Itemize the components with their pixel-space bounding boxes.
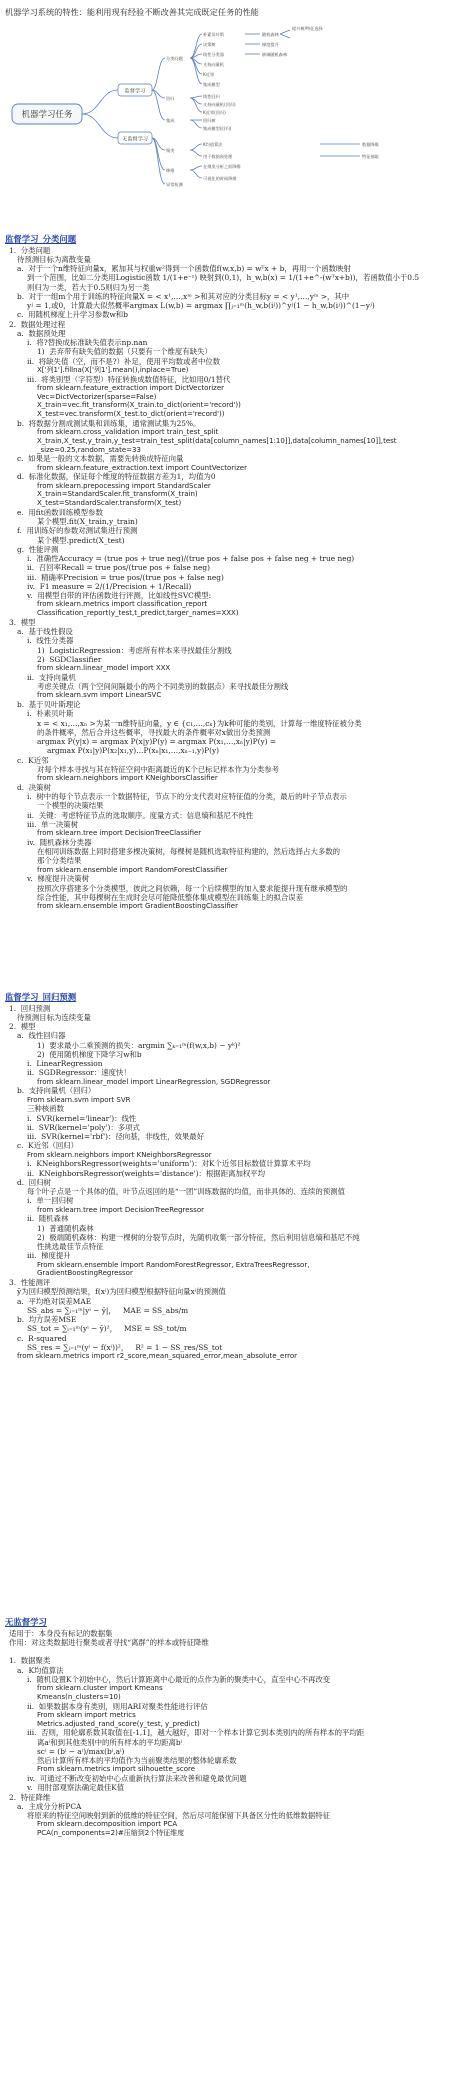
text-line: 2. 特征降维 xyxy=(9,1792,51,1802)
text-line: 2) 使用随机梯度下降学习w和b xyxy=(37,1049,142,1059)
text-line: i. SVR(kernel='linear')：线性 xyxy=(27,1113,137,1123)
text-line: iii. SVR(kernel='rbf')：径向基，非线性，效果最好 xyxy=(27,1132,205,1141)
text-line: from sklearn.metrics import r2_score,mean_squared_error,mean_absolute_error xyxy=(17,1352,297,1360)
text-line: ii. KNeighborsRegressor(weights='distance')：根据距离加权平均 xyxy=(27,1168,266,1178)
text-line: Classification_report(y_test,t_predict,targer_names=XXX) xyxy=(37,609,239,617)
text-line: c. 用随机梯度上升学习参数w和b xyxy=(17,310,128,320)
text-line: b. 基于贝叶斯理论 xyxy=(17,700,81,709)
text-line: a. 对于一个n维特征向量x，累加其与权重w²得到一个函数值f(w,x,b) = wᵀx + b，再用一个函数映射 xyxy=(17,264,351,273)
text-line: a. 主成分分析PCA xyxy=(17,1801,82,1811)
mind-node: 回归 xyxy=(166,96,175,101)
text-line: a. 数据预处理 xyxy=(17,328,66,338)
text-line: argmax P(x₁|y)P(x₂|x₁,y)…P(xₙ|x₁,…,xₙ₋₁,y)P(y) xyxy=(47,746,220,756)
text-line: from sklearn.metrics import classification_report xyxy=(37,600,208,609)
text-line: 到一个范围，比如二分类用Logistic函数 1/(1+e⁻ᶻ) 映射到(0,1)，h_w,b(x) = 1/(1+e^-(wᵀx+b))，若函数值小于0.5 xyxy=(27,273,420,283)
section-1 xyxy=(5,992,469,1361)
text-line: b. 均方误差MSE xyxy=(17,1315,77,1324)
mind-leaf: K近邻 xyxy=(203,72,215,77)
text-line xyxy=(5,1647,469,1656)
text-line: i. KNeighborsRegressor(weights='uniform')：对K个近邻目标数值计算算术平均 xyxy=(27,1159,311,1169)
text-line: a. 基于线性假设 xyxy=(17,627,73,636)
text-line: 然后计算所有样本的平均值作为当前聚类结果的整体轮廓系数 xyxy=(37,1756,237,1765)
text-line: 2. 数据处理过程 xyxy=(9,319,66,329)
text-line: from sklearn.neighbors import KNeighborsClassifier xyxy=(37,774,218,782)
text-line: 3. 模型 xyxy=(9,617,36,627)
mind-node: 集成 xyxy=(166,118,175,123)
text-line: f. 用训练好的参数对测试集进行预测 xyxy=(17,526,138,536)
text-line: 适用于：本身没有标记的数据集 xyxy=(9,1628,113,1638)
text-line: from sklearn.feature_extraction.text import CountVectorizer xyxy=(37,463,247,472)
text-line: 那个分类结果 xyxy=(37,856,82,866)
mind-leaf: 朴素贝叶斯 xyxy=(203,32,224,37)
text-line: e. 用fit函数训练模型参数 xyxy=(17,507,103,517)
text-line: PCA(n_components=2)#压缩到2个特征维度 xyxy=(37,1829,185,1837)
text-line: a. 线性回归器 xyxy=(17,1031,66,1041)
text-line: 1. 分类问题 xyxy=(9,245,51,255)
text-line: 3. 性能测评 xyxy=(9,1278,51,1287)
text-line: ii. 将缺失值（空，而不是?）补足，使用平均数或者中位数 xyxy=(27,356,221,366)
text-line: _size=0.25,random_state=33 xyxy=(37,445,141,454)
text-line: from sklearn.prepocessing import StandardScaler xyxy=(37,481,211,490)
mind-leaf: 提升树/特征选择 xyxy=(292,26,323,31)
text-line: 1) 丢弃带有缺失值的数据（只要有一个维度有缺失） xyxy=(37,347,212,357)
text-line: c. 如果是一般的文本数据，需要先转换成特征向量 xyxy=(17,454,184,464)
mind-leaf: 集成模型(回归) xyxy=(203,126,232,131)
mind-node: 分类问题 xyxy=(166,56,183,61)
text-line: X_train=StandardScaler.fit_transform(X_train) xyxy=(37,490,198,499)
text-line: iii. 将类别型（字符型）特征转换成数值特征，比如用0/1替代 xyxy=(27,374,231,384)
text-line: from sklearn.cross_validation import train_test_split xyxy=(37,428,219,436)
text-line: X_train=vec.fit_transform(X_train.to_dict(orient='record')) xyxy=(37,401,241,410)
section-title: 监督学习_回归预测 xyxy=(5,992,77,1002)
text-line: Metrics.adjusted_rand_score(y_test, y_predict) xyxy=(37,1719,200,1728)
text-line: c. R-squared xyxy=(17,1333,67,1343)
text-line: iv. 随机森林分类器 xyxy=(27,837,92,847)
text-line: b. 将数据分割成测试集和训练集，通常测试集为25%。 xyxy=(17,418,201,428)
text-line: i. 树中的每个节点表示一个数据特征，节点下的分支代表对应特征值的分类，最后的叶子节点表示 xyxy=(27,792,347,801)
text-line: 某个模型.fit(X_train,y_train) xyxy=(37,517,138,526)
text-line: d. 标准化数据，保证每个维度的特征数据方差为1，均值为0 xyxy=(17,472,216,482)
text-line: a. 平均绝对误差MAE xyxy=(17,1296,92,1306)
mind-leaf: 支持向量机(回归) xyxy=(203,102,236,107)
text-line: 1. 数据聚类 xyxy=(9,1656,51,1666)
text-line: d. 回归树 xyxy=(17,1177,51,1187)
text-line: from sklearn.tree import DecisionTreeRegressor xyxy=(37,1205,204,1214)
section-0 xyxy=(5,234,469,911)
text-line: from sklearn.linear_model import XXX xyxy=(37,664,171,672)
text-line: c. K近邻 xyxy=(17,755,49,765)
text-line: 待预测目标为离散变量 xyxy=(17,254,91,264)
text-line: 1) 普通随机森林 xyxy=(37,1223,94,1233)
text-line: 某个模型.predict(X_test) xyxy=(37,535,125,545)
mind-leaf: 决策树 xyxy=(203,42,216,47)
text-line: 2) SGDClassifier xyxy=(37,654,102,664)
text-line: 三种核函数 xyxy=(27,1104,64,1114)
mind-node: 异常检测 xyxy=(166,182,183,187)
text-line: from sklearn.cluster import Kmeans xyxy=(37,1684,163,1692)
text-line: 在相同训练数据上同时搭建多棵决策树，每棵树是随机选取特征构建的，然后选择占大多数的 xyxy=(37,847,341,856)
mind-leaf: 极端随机森林 xyxy=(262,52,288,57)
text-line: x = < x₁,…,xₙ >为某一n维特征向量，y ∈ {c₁,…,cₖ}为k种可能的类别，计算每一维度特征被分类 xyxy=(37,718,362,728)
text-line: iii. 否则，用轮廓系数其取值在[-1,1]，越大越好，即对一个样本计算它到本类别内的所有样本的平均距 xyxy=(27,1728,365,1738)
text-line: 待预测目标为连续变量 xyxy=(17,1012,91,1022)
text-line: GradientBoostingRegressor xyxy=(37,1269,133,1278)
text-line: ii. 随机森林 xyxy=(27,1214,69,1224)
mind-branch-unsupervised: 无监督学习 xyxy=(122,136,148,143)
text-line: X_test=StandardScaler.transform(X_test) xyxy=(37,499,182,507)
text-line: ȳ为回归模型预测结果，f(xⁱ)为回归模型根据特征向量xⁱ的预测值 xyxy=(17,1287,226,1297)
mind-leaf: K近邻(回归) xyxy=(203,110,226,115)
text-line: 按照次序搭建多个分类模型，彼此之间依赖，每一个后续模型的加入要求能提升现有继承模型的 xyxy=(37,883,348,893)
text-line: ii. 支持向量机 xyxy=(27,672,76,682)
text-line: iii. 单一决策树 xyxy=(27,819,79,829)
text-line: SS_abs = ∑ᵢ₌₁ᵐ|yⁱ − ȳ|， MAE = SS_abs/m xyxy=(27,1305,189,1315)
text-line: From sklearn.neighbors import KNeighborsRegressor xyxy=(27,1150,212,1159)
text-line: X['列1'].fillna(X['列1'].mean(),inplace=True) xyxy=(37,365,189,374)
text-line: a. K均值算法 xyxy=(17,1665,64,1675)
mind-leaf: 在聚类分析之前降维 xyxy=(203,164,241,169)
text-line: v. 梯度提升决策树 xyxy=(27,874,90,884)
text-line: i. 准确性Accuracy = (true pos + true neg)/(true pos + false pos + false neg + true neg) xyxy=(27,554,355,563)
text-line: 1) LogisticRegression：考虑所有样本来寻找最佳分割线 xyxy=(37,645,232,655)
text-line: from sklearn.ensemble import RandomForestClassifier xyxy=(37,865,228,874)
mind-root-label: 机器学习任务 xyxy=(21,110,73,120)
text-line: 离aⁱ和到其他类别中的所有样本的平均距离bⁱ xyxy=(37,1737,183,1747)
text-line: From sklearn.decomposition import PCA xyxy=(37,1820,178,1829)
text-line: Kmeans(n_clusters=10) xyxy=(37,1692,121,1701)
text-line: ii. 召回率Recall = true pos/(true pos + false neg) xyxy=(27,563,211,573)
text-line: iii. 精确率Precision = true pos/(true pos + false neg) xyxy=(27,572,224,582)
text-line: 2) 极端随机森林：构建一棵树的分裂节点时，先随机收集一部分特征，然后利用信息熵和基尼不纯 xyxy=(37,1232,360,1242)
text-line: from sklearn.feature_extraction import DictVectorizer xyxy=(37,383,225,392)
text-line: c. K近邻（回归） xyxy=(17,1141,79,1151)
text-line: SS_tot = ∑ᵢ₌₁ᵐ(yⁱ − ȳ)²， MSE = SS_tot/m xyxy=(27,1324,187,1334)
text-line: argmax P(y|x) = argmax P(x|y)P(y) = argmax P(x₁,…,xₙ|y)P(y) = xyxy=(37,737,277,746)
text-line: From sklearn.metrics import silhouette_score xyxy=(37,1765,196,1774)
mind-leaf: 用于数据预处理 xyxy=(203,154,233,159)
text-line: yʲ = 1,或0，计算最大似然概率argmax L(w,b) = argmax ∏ⱼ₌₁ᵐ(h_w,b(iʲ))^yʲ(1 − h_w,b(iʲ))^(1−yʲ) xyxy=(27,301,375,310)
text-line: iv. 可通过不断改变初始中心点重新执行算法来改善和避免最优问题 xyxy=(27,1774,247,1783)
mind-leaf: 随机森林 xyxy=(262,32,279,37)
mind-leaf: 回归树 xyxy=(203,118,216,123)
text-line: 每个叶子点是一个具体的值，叶节点返回的是“一团”训练数据的均值，而非具体的、连续的预测值 xyxy=(27,1187,345,1196)
mind-leaf: 支持向量机 xyxy=(203,62,224,67)
mind-leaf: 可视化的时候降维 xyxy=(203,176,237,181)
mind-branch-supervised: 监督学习 xyxy=(124,88,146,95)
mind-node: 聚类 xyxy=(166,148,175,153)
text-line: 综合性能，其中每棵树在生成时会尽可能降低整体集成模型在训练集上的拟合误差 xyxy=(37,892,304,902)
mind-leaf: 梯度提升 xyxy=(262,42,279,47)
text-line: ii. SVR(kernel='poly')：多项式 xyxy=(27,1122,140,1132)
text-line: 对每个样本寻找与其在特征空间中距离最近的K个已标记样本作为分类参考 xyxy=(37,764,280,774)
text-line: ii. 如果数据本身有类别，则用ARI对聚类性能进行评估 xyxy=(27,1701,208,1711)
text-line: i. LinearRegression xyxy=(27,1059,103,1068)
text-line: iii. 梯度提升 xyxy=(27,1251,71,1261)
text-line: b. 对于一组m个用于训练的特征向量X = < x¹,…,xᵐ >和其对应的分类目标y = < y¹,…,yᵐ >，其中 xyxy=(17,291,350,301)
text-line: i. 朴素贝叶斯 xyxy=(27,709,74,719)
mind-map xyxy=(0,20,474,198)
section-title: 无监督学习 xyxy=(5,1617,47,1627)
text-line: ii. SGDRegressor：速度快！ xyxy=(27,1068,131,1078)
text-line: X_train,X_test,y_train,y_test=train_test_split(data[column_names[1:10]],data[column_names[10]],test xyxy=(37,436,397,445)
mind-leaf: K均值算法 xyxy=(203,142,223,147)
text-line: i. 随机设置K个初始中心，然后计算距离中心最近的点作为新的聚类中心，直至中心不再改变 xyxy=(27,1674,331,1684)
text-line: b. 支持向量机（回归） xyxy=(17,1086,96,1096)
text-line: 作用：对这类数据进行聚类或者寻找“离群”的样本或特征降维 xyxy=(9,1637,209,1647)
text-line: From sklearn import metrics xyxy=(37,1710,136,1719)
text-line: 则归为一类，若大于0.5则归为另一类 xyxy=(27,282,150,292)
text-line: ii. 关键：考虑特征节点的选取顺序。度量方式：信息熵和基尼不纯性 xyxy=(27,810,254,820)
mind-leaf: 集成模型 xyxy=(203,82,220,87)
text-line: from sklearn.linear_model import LinearRegression, SGDRegressor xyxy=(37,1077,271,1086)
section-2 xyxy=(5,1617,469,1838)
text-line: iv. F1 measure = 2/(1/Precision + 1/Recall) xyxy=(27,581,192,591)
text-line: 一个模型的决策结果 xyxy=(37,801,104,811)
page-header-title: 机器学习系统的特性：能利用现有经验不断改善其完成既定任务的性能 xyxy=(5,7,259,17)
text-line: scⁱ = (bⁱ − aⁱ)/max(bⁱ,aⁱ) xyxy=(37,1746,125,1756)
text-line: 2. 模型 xyxy=(9,1022,36,1031)
mind-leaf: 数据降维 xyxy=(362,142,379,147)
section-title: 监督学习_分类问题 xyxy=(5,234,77,244)
text-line: 的条件概率，然后合并这些概率，寻找最大的条件概率对x做出分类预测 xyxy=(37,727,271,737)
text-line: From sklearn.svm import SVR xyxy=(27,1095,131,1104)
text-line: i. 线性分类器 xyxy=(27,636,74,646)
text-line: v. 用模型自带的评估函数进行评测，比如线性SVC模型: xyxy=(27,591,212,600)
text-line: g. 性能评测 xyxy=(17,544,59,554)
text-line: v. 用肘部观察法确定最佳K值 xyxy=(27,1783,125,1793)
text-line: from sklearn.svm import LinearSVC xyxy=(37,691,162,700)
text-line: Vec=DictVectorizer(sparse=False) xyxy=(37,392,157,401)
mind-node: 降维 xyxy=(166,168,175,173)
text-line: d. 决策树 xyxy=(17,782,51,792)
text-line: 1. 回归预测 xyxy=(9,1003,51,1013)
mind-leaf: 线性回归 xyxy=(203,94,220,99)
text-line: SS_res = ∑ᵢ₌₁ᵐ(yⁱ − f(xⁱ))²， R² = 1 − SS_res/SS_tot xyxy=(27,1342,223,1352)
text-line: 考虑关键点（两个空间间隔最小的两个不同类别的数据点）来寻找最佳分割线 xyxy=(37,682,289,691)
text-line: 性挑选最佳节点特征 xyxy=(37,1242,104,1251)
text-line: i. 单一回归树 xyxy=(27,1196,74,1206)
text-line: 1) 要求最小二乘预测的损失：argmin ∑ₖ₌₁ᵐ(f(w,x,b) − yᵏ)² xyxy=(37,1040,241,1050)
text-line: from sklearn.ensemble import GradientBoostingClassifier xyxy=(37,902,238,910)
text-line: from sklearn.tree import DecisionTreeClassifier xyxy=(37,829,202,837)
text-line: i. 将?替换成标准缺失值表示np.nan xyxy=(27,338,148,347)
mind-leaf: 特征抽取 xyxy=(362,154,379,159)
text-line: 将原来的特征空间映射到新的低维的特征空间，然后尽可能保留下具备区分性的低维数据特征 xyxy=(27,1811,331,1820)
text-line: From sklearn.ensemble import RandomForestRegressor, ExtraTreesRegressor, xyxy=(37,1260,310,1269)
mind-leaf: 线性分类器 xyxy=(203,52,224,57)
text-line: X_test=vec.transform(X_test.to_dict(orient='record')) xyxy=(37,410,225,418)
